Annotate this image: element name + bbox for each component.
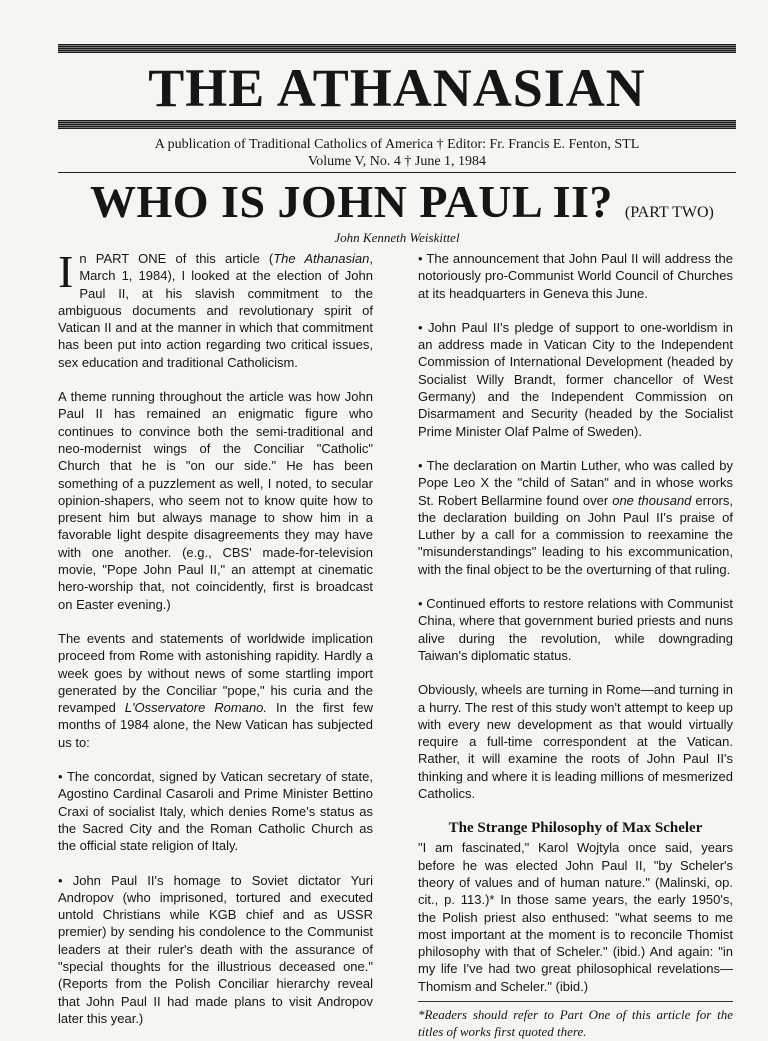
article-title: WHO IS JOHN PAUL II? (90, 176, 613, 227)
masthead-top-rule (58, 44, 736, 53)
issue-line: Volume V, No. 4 † June 1, 1984 (307, 154, 487, 169)
bullet-paragraph: • The concordat, signed by Vatican secretary of state, Agostino Cardinal Casaroli and Prime Minister Bettino Craxi of socialist Italy, which denies Rome's status as the Sacred City and the Roman Catholic Church as the official state religion of Italy. (58, 769, 373, 854)
emphasis-italic: one thousand (612, 492, 692, 508)
publisher-editor-line: A publication of Traditional Catholics of America † Editor: Fr. Francis E. Fenton, STL (154, 137, 640, 152)
newspaper-title-italic: L'Osservatore Romano. (124, 700, 268, 716)
article-byline: John Kenneth Weiskittel (334, 230, 460, 245)
right-column (418, 250, 733, 1040)
paragraph: Obviously, wheels are turning in Rome—and turning in a hurry. The rest of this study won't attempt to keep up with every new development as that would virtually require a full-time correspondent at the Vatican. Rather, it will examine the roots of John Paul II's thinking and where it is leading millions of mesmerized Catholics. (418, 682, 733, 802)
publication-line (58, 136, 736, 170)
section-subheading: The Strange Philosophy of Max Scheler (448, 820, 703, 837)
paragraph: "I am fascinated," Karol Wojtyla once said, years before he was elected John Paul II, "by Scheler's theory of values and of human nature." (Malinski, op. cit., p. 113.)* In those same years, the early 1950's, the Polish priest also enthused: "what seems to me most important at the moment is to reconcile Thomist philosophy with that of Scheler." (ibid.) And again: "in my life I've had two great philosophical revelations—Thomism and Scheler." (ibid.) (418, 840, 733, 994)
footnote: *Readers should refer to Part One of this article for the titles of works first quoted there. (418, 1006, 733, 1040)
masthead-title: THE ATHANASIAN (148, 58, 646, 118)
left-column (58, 246, 373, 1026)
masthead-bottom-rule (58, 120, 736, 129)
bullet-paragraph: • The declaration on Martin Luther, who was called by Pope Leo X the "child of Satan" and in whose works St. Robert Bellarmine found over one thousand errors, the declaration building on John Paul II's praise of Luther by a call for a commission to reexamine the "misunderstandings" leading to his excommunication, with the final object to be the overturning of that ruling. (418, 457, 733, 577)
header-divider (58, 172, 736, 173)
bullet-paragraph: • The announcement that John Paul II will address the notoriously pro-Communist World Council of Churches at its headquarters in Geneva this June. (418, 251, 733, 301)
bullet-paragraph: • John Paul II's homage to Soviet dictator Yuri Andropov (who imprisoned, tortured and executed untold Christians while KGB chief and as USSR premier) by sending his condolence to the Communist leaders at their ruler's death with the assurance of "special thoughts for the illustrious deceased one." (Reports from the Polish Conciliar hierarchy reveal that John Paul II had made plans to visit Andropov later this year.) (58, 872, 373, 1026)
bullet-paragraph: • Continued efforts to restore relations with Communist China, where that government buried priests and nuns alive during the revolution, while downgrading Taiwan's diplomatic status. (418, 596, 733, 663)
paragraph: A theme running throughout the article was how John Paul II has remained an enigmatic figure who continues to convince both the semi-traditional and neo-modernist wings of the Conciliar "Catholic" Church that he is "on our side." He has been something of a puzzlement as well, I noted, to secular opinion-shapers, who seem not to know quite how to present him but always manage to show him in a favorable light despite disagreements they may have with one another. (e.g., CBS' made-for-television movie, "Pope John Paul II," an attempt at cinematic hero-worship that, not coincidently, first is broadcast on Easter evening.) (58, 389, 373, 612)
paragraph: The events and statements of worldwide implication proceed from Rome with astonishing rapidity. Hardly a week goes by without news of some startling import generated by the Conciliar "pope," his curia and the revamped L'Osservatore Romano. In the first few months of 1984 alone, the New Vatican has subjected us to: (58, 630, 373, 750)
drop-cap: I (58, 246, 74, 297)
publication-title-italic: The Athanasian (273, 251, 370, 266)
article-part: (PART TWO) (624, 204, 714, 221)
bullet-paragraph: • John Paul II's pledge of support to one-worldism in an address made in Vatican City to the Independent Commission of International Development (headed by Socialist Willy Brandt, former chancellor of West Germany) and the Independent Commission on Disarmament and Security (headed by the Socialist Prime Minister Olaf Palme of Sweden). (418, 319, 733, 439)
intro-paragraph: In PART ONE of this article (The Athanasian, March 1, 1984), I looked at the election of John Paul II, at his slavish commitment to the ambiguous documents and revolutionary spirit of Vatican II and at the manner in which that commitment has been put into action regarding two critical issues, sex education and traditional Catholicism. (58, 246, 373, 370)
footnote-divider (418, 1001, 733, 1002)
